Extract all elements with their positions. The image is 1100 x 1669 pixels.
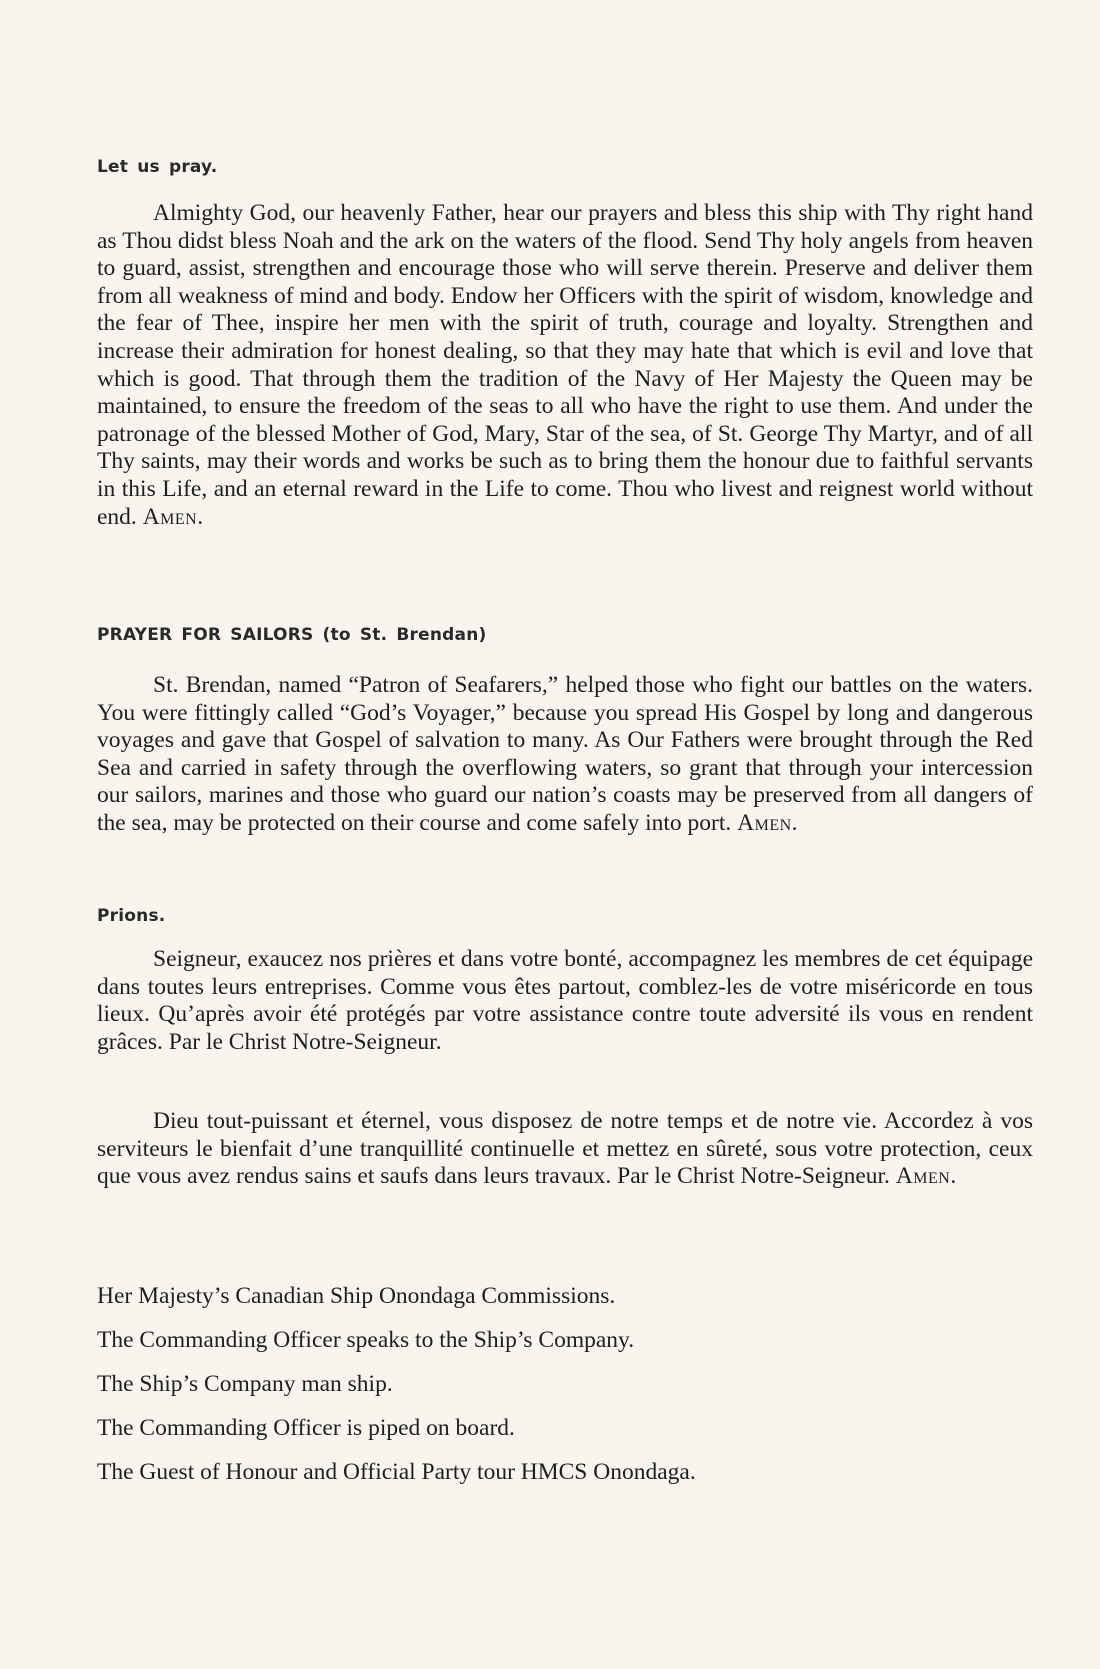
ceremony-step: The Ship’s Company man ship. bbox=[97, 1371, 393, 1397]
paragraph-text: St. Brendan, named “Patron of Seafarers,” helped those who fight our battles on the waters. You were fittingly called “God’s Voyager,” because you spread His Gospel by long and dangerous voyages and gave that Gospel of salvation to many. As Our Fathers were brought through the Red Sea and carried in safety through the overflowing waters, so grant that through your intercession our sailors, marines and those who guard our nation’s coasts may be preserved from all dangers of the sea, may be protected on their course and come safely into port. bbox=[97, 672, 1033, 836]
paragraph-dieu bbox=[97, 1108, 1033, 1191]
ceremony-step: The Guest of Honour and Official Party tour HMCS Onondaga. bbox=[97, 1459, 696, 1485]
paragraph-text: Almighty God, our heavenly Father, hear our prayers and bless this ship with Thy right hand as Thou didst bless Noah and the ark on the waters of the flood. Send Thy holy angels from heaven to guard, assist, strengthen and encourage those who will serve therein. Preserve and deliver them from all weakness of mind and body. Endow her Officers with the spirit of wisdom, knowledge and the fear of Thee, inspire her men with the spirit of truth, courage and loyalty. Strengthen and increase their admiration for honest dealing, so that they may hate that which is evil and love that which is good. That through them the tradition of the Navy of Her Majesty the Queen may be maintained, to ensure the freedom of the seas to all who have the right to use them. And under the patronage of the blessed Mother of God, Mary, Star of the sea, of St. George Thy Martyr, and of all Thy saints, may their words and works be such as to bring them the honour due to faithful servants in this Life, and an eternal reward in the Life to come. Thou who livest and reignest world without end. bbox=[97, 200, 1033, 530]
paragraph-st-brendan bbox=[97, 672, 1033, 838]
heading-prions: Prions. bbox=[97, 906, 166, 926]
amen: Amen. bbox=[142, 503, 204, 530]
amen: Amen. bbox=[737, 809, 799, 836]
paragraph-ship-blessing bbox=[97, 200, 1033, 531]
amen: Amen. bbox=[895, 1163, 957, 1190]
paragraph-text: Dieu tout-puissant et éternel, vous disposez de notre temps et de notre vie. Accordez à vos serviteurs le bienfait d’une tranquillité continuelle et mettez en sûreté, sous votre protection, ceux que vous avez rendus sains et saufs dans leurs travaux. Par le Christ Notre-Seigneur. bbox=[97, 1108, 1033, 1190]
heading-prayer-for-sailors: PRAYER FOR SAILORS (to St. Brendan) bbox=[97, 625, 487, 645]
ceremony-step: Her Majesty’s Canadian Ship Onondaga Commissions. bbox=[97, 1283, 616, 1309]
ceremony-step: The Commanding Officer speaks to the Ship’s Company. bbox=[97, 1327, 635, 1353]
heading-let-us-pray: Let us pray. bbox=[97, 157, 218, 177]
ceremony-step: The Commanding Officer is piped on board. bbox=[97, 1415, 515, 1441]
paragraph-seigneur: Seigneur, exaucez nos prières et dans votre bonté, accompagnez les membres de cet équipage dans toutes leurs entreprises. Comme vous êtes partout, comblez-les de votre miséricorde en tous lieux. Qu’après avoir été protégés par votre assistance contre toute adversité ils vous en rendent grâces. Par le Christ Notre-Seigneur. bbox=[97, 946, 1033, 1055]
